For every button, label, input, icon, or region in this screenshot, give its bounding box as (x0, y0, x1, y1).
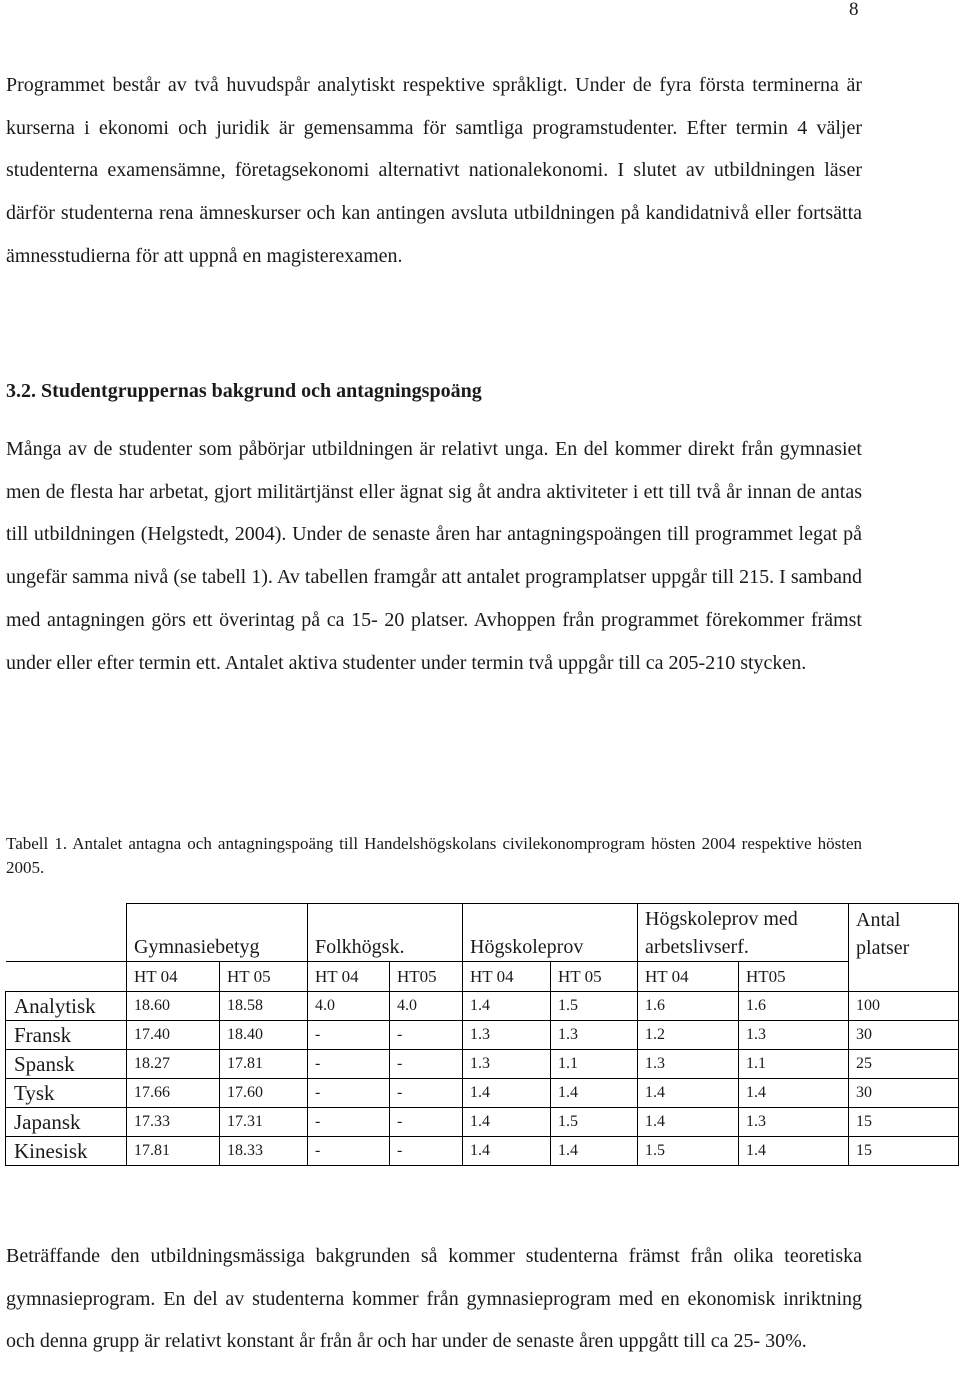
table-cell: 17.81 (127, 1137, 220, 1166)
table-cell: 17.66 (127, 1079, 220, 1108)
table-cell: 17.31 (220, 1108, 308, 1137)
table-cell: 1.4 (463, 992, 551, 1021)
table-cell: 15 (849, 1108, 959, 1137)
table-cell: 1.4 (551, 1137, 638, 1166)
paragraph-intro: Programmet består av två huvudspår analytiskt respektive språkligt. Under de fyra första terminerna är kurserna i ekonomi och juridik är gemensamma för samtliga programstudenter. Efter termin 4 väljer studenterna examensämne, företagsekonomi alternativt nationalekonomi. I slutet av utbildningen läser därför studenterna rena ämneskurser och kan antingen avsluta utbildningen på kandidatnivå eller fortsätta ämnesstudierna för att uppnå en magisterexamen. (6, 74, 862, 267)
table-cell: 1.6 (739, 992, 849, 1021)
table-cell: 17.40 (127, 1021, 220, 1050)
table-cell: 1.3 (638, 1050, 739, 1079)
table-row (6, 1137, 959, 1166)
section-heading: 3.2. Studentgruppernas bakgrund och antagningspoäng (6, 380, 482, 402)
table-cell: - (390, 1108, 463, 1137)
table-cell: 1.2 (638, 1021, 739, 1050)
table-cell: 1.4 (463, 1079, 551, 1108)
table-cell: 18.40 (220, 1021, 308, 1050)
table-cell: 18.60 (127, 992, 220, 1021)
table-cell: 4.0 (390, 992, 463, 1021)
table-cell: - (308, 1079, 390, 1108)
row-label: Fransk (6, 1021, 127, 1050)
subheader-cell: HT05 (739, 962, 849, 992)
table-cell: 15 (849, 1137, 959, 1166)
header-folkhogsk: Folkhögsk. (308, 904, 463, 962)
page-number: 8 (849, 0, 859, 20)
header-hogskoleprov-arbetslivserf: Högskoleprov med arbetslivserf. (638, 904, 849, 962)
table-cell: 1.4 (463, 1108, 551, 1137)
table-row (6, 992, 959, 1021)
table-cell: 18.58 (220, 992, 308, 1021)
table-cell: - (308, 1021, 390, 1050)
table-cell: 1.3 (551, 1021, 638, 1050)
subheader-cell: HT 05 (220, 962, 308, 992)
table-cell: - (308, 1050, 390, 1079)
table-row (6, 1050, 959, 1079)
table-cell: 25 (849, 1050, 959, 1079)
admission-table (5, 903, 959, 1166)
table-corner (6, 904, 127, 962)
subheader-cell: HT 04 (463, 962, 551, 992)
table-cell: 1.4 (638, 1079, 739, 1108)
table-cell: 17.33 (127, 1108, 220, 1137)
subheader-cell: HT 05 (551, 962, 638, 992)
table-caption: Tabell 1. Antalet antagna och antagningspoäng till Handelshögskolans civilekonomprogram hösten 2004 respektive hösten 2005. (6, 834, 862, 877)
table-cell: 100 (849, 992, 959, 1021)
table-cell: - (390, 1050, 463, 1079)
table-cell: 1.4 (638, 1108, 739, 1137)
table-cell: - (390, 1079, 463, 1108)
subheader-cell: HT 04 (308, 962, 390, 992)
table-header-terms (6, 962, 959, 992)
table-cell: 1.3 (739, 1021, 849, 1050)
table-row (6, 1108, 959, 1137)
table-row (6, 1021, 959, 1050)
paragraph-background: Många av de studenter som påbörjar utbildningen är relativt unga. En del kommer direkt från gymnasiet men de flesta har arbetat, gjort militärtjänst eller ägnat sig åt andra aktiviteter i ett till två år innan de antas till utbildningen (Helgstedt, 2004). Under de senaste åren har antagningspoängen till programmet legat på ungefär samma nivå (se tabell 1). Av tabellen framgår att antalet programplatser uppgår till 215. I samband med antagningen görs ett överintag på ca 15- 20 platser. Avhoppen från programmet förekommer främst under eller efter termin ett. Antalet aktiva studenter under termin två uppgår till ca 205-210 stycken. (6, 438, 862, 674)
table-cell: 1.6 (638, 992, 739, 1021)
table-cell: 17.60 (220, 1079, 308, 1108)
row-label: Tysk (6, 1079, 127, 1108)
table-cell: 18.27 (127, 1050, 220, 1079)
row-label: Spansk (6, 1050, 127, 1079)
table-cell: 30 (849, 1079, 959, 1108)
table-header-groups (6, 904, 959, 962)
table-cell: 1.5 (551, 992, 638, 1021)
table-cell: 4.0 (308, 992, 390, 1021)
table-corner-2 (6, 962, 127, 992)
table-cell: - (390, 1137, 463, 1166)
table-cell: 18.33 (220, 1137, 308, 1166)
table-cell: 1.5 (638, 1137, 739, 1166)
subheader-cell: HT 04 (638, 962, 739, 992)
row-label: Japansk (6, 1108, 127, 1137)
table-row (6, 1079, 959, 1108)
table-cell: 1.4 (739, 1137, 849, 1166)
subheader-cell: HT05 (390, 962, 463, 992)
paragraph-education-background: Beträffande den utbildningsmässiga bakgrunden så kommer studenterna främst från olika teoretiska gymnasieprogram. En del av studenterna kommer från gymnasieprogram med en ekonomisk inriktning och denna grupp är relativt konstant år från år och har under de senaste åren uppgått till ca 25- 30%. (6, 1245, 862, 1353)
table-cell: 1.3 (463, 1021, 551, 1050)
row-label: Kinesisk (6, 1137, 127, 1166)
table-cell: 30 (849, 1021, 959, 1050)
table-cell: 1.4 (463, 1137, 551, 1166)
table-cell: 1.3 (739, 1108, 849, 1137)
table-cell: 1.3 (463, 1050, 551, 1079)
table-cell: 17.81 (220, 1050, 308, 1079)
header-gymnasiebetyg: Gymnasiebetyg (127, 904, 308, 962)
table-cell: - (308, 1137, 390, 1166)
table-cell: 1.5 (551, 1108, 638, 1137)
subheader-cell: HT 04 (127, 962, 220, 992)
table-cell: - (308, 1108, 390, 1137)
header-hogskoleprov: Högskoleprov (463, 904, 638, 962)
header-antal-platser: Antal platser (849, 904, 959, 992)
table-cell: 1.1 (551, 1050, 638, 1079)
table-cell: 1.4 (739, 1079, 849, 1108)
row-label: Analytisk (6, 992, 127, 1021)
table-cell: 1.4 (551, 1079, 638, 1108)
table-cell: 1.1 (739, 1050, 849, 1079)
table-cell: - (390, 1021, 463, 1050)
